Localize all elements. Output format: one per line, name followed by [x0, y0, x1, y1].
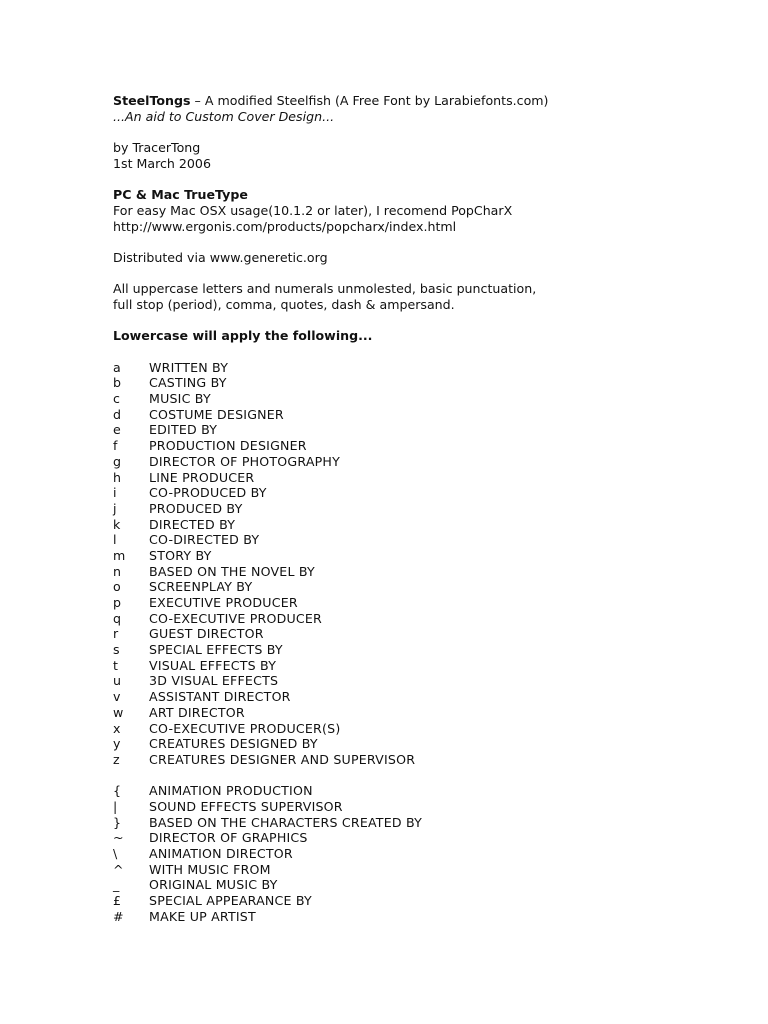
list-item — [113, 360, 768, 376]
map-value: CREATURES DESIGNED BY — [149, 736, 318, 752]
lowercase-map-list — [113, 360, 768, 768]
map-key: j — [113, 500, 117, 516]
map-key: m — [113, 547, 126, 563]
list-item — [113, 642, 768, 658]
map-value: PRODUCED BY — [149, 500, 243, 516]
list-item — [113, 611, 768, 627]
map-key: \ — [113, 846, 118, 861]
list-item — [113, 909, 768, 925]
map-value: ANIMATION DIRECTOR — [149, 846, 293, 861]
list-item — [113, 846, 768, 862]
list-item — [113, 830, 768, 846]
map-value: DIRECTED BY — [149, 516, 236, 532]
map-key: v — [113, 689, 121, 705]
list-item — [113, 705, 768, 721]
list-item — [113, 783, 768, 799]
list-item — [113, 626, 768, 642]
map-key: t — [113, 657, 118, 673]
map-key: o — [113, 579, 121, 595]
list-item — [113, 673, 768, 689]
list-item — [113, 752, 768, 768]
map-value: 3D VISUAL EFFECTS — [149, 673, 279, 689]
map-value: SOUND EFFECTS SUPERVISOR — [149, 798, 343, 814]
map-value: SPECIAL EFFECTS BY — [149, 642, 283, 658]
map-key: f — [113, 438, 118, 454]
map-key: a — [113, 359, 121, 375]
distribution-line: Distributed via www.generetic.org — [113, 249, 328, 265]
map-key: n — [113, 563, 121, 579]
list-item — [113, 595, 768, 611]
map-key: r — [113, 626, 119, 642]
map-value: WITH MUSIC FROM — [149, 861, 271, 877]
map-value: VISUAL EFFECTS BY — [149, 657, 277, 673]
map-key: g — [113, 453, 121, 469]
list-item — [113, 689, 768, 705]
list-item — [113, 658, 768, 674]
map-value: COSTUME DESIGNER — [149, 406, 284, 422]
map-value: CO-EXECUTIVE PRODUCER — [149, 610, 323, 626]
map-value: ART DIRECTOR — [149, 704, 245, 720]
map-value: LINE PRODUCER — [149, 469, 255, 485]
map-key: ^ — [113, 861, 124, 877]
map-value: BASED ON THE NOVEL BY — [149, 563, 315, 579]
mapping-heading: Lowercase will apply the following... — [113, 328, 373, 344]
map-key: u — [113, 673, 121, 689]
map-value: BASED ON THE CHARACTERS CREATED BY — [149, 814, 423, 830]
map-value: DIRECTOR OF GRAPHICS — [149, 830, 308, 846]
format-url: http://www.ergonis.com/products/popcharx/index.html — [113, 218, 457, 234]
list-item — [113, 815, 768, 831]
map-value: STORY BY — [149, 547, 212, 563]
symbol-map-list — [113, 783, 768, 924]
list-item — [113, 579, 768, 595]
map-key: b — [113, 375, 121, 391]
list-item — [113, 501, 768, 517]
map-value: PRODUCTION DESIGNER — [149, 438, 307, 454]
map-value: CO-PRODUCED BY — [149, 485, 267, 501]
list-item — [113, 736, 768, 752]
list-item — [113, 893, 768, 909]
map-value: MUSIC BY — [149, 391, 211, 407]
map-value: EXECUTIVE PRODUCER — [149, 595, 298, 610]
map-key: k — [113, 516, 121, 532]
map-value: EDITED BY — [149, 422, 218, 438]
author-line: by TracerTong — [113, 140, 201, 156]
list-item — [113, 877, 768, 893]
map-value: DIRECTOR OF PHOTOGRAPHY — [149, 453, 340, 469]
map-key: s — [113, 642, 120, 658]
list-item — [113, 721, 768, 737]
tagline: ...An aid to Custom Cover Design... — [113, 108, 335, 124]
map-key: ~ — [113, 830, 124, 846]
map-value: ORIGINAL MUSIC BY — [149, 877, 278, 893]
map-key: z — [113, 751, 120, 767]
map-key: _ — [113, 877, 120, 893]
list-item — [113, 548, 768, 564]
format-note: For easy Mac OSX usage(10.1.2 or later), I recomend PopCharX — [113, 202, 513, 218]
list-item — [113, 454, 768, 470]
map-key: h — [113, 469, 121, 485]
list-item — [113, 391, 768, 407]
list-item — [113, 517, 768, 533]
map-value: CASTING BY — [149, 375, 227, 391]
map-key: x — [113, 720, 121, 736]
map-value: CO-EXECUTIVE PRODUCER(S) — [149, 720, 341, 736]
description-line-1: All uppercase letters and numerals unmolested, basic punctuation, — [113, 281, 537, 297]
map-key: q — [113, 610, 121, 626]
map-key: w — [113, 704, 124, 720]
list-item — [113, 470, 768, 486]
map-key: £ — [113, 893, 122, 909]
map-value: WRITTEN BY — [149, 359, 229, 375]
map-key: p — [113, 595, 121, 610]
map-value: CO-DIRECTED BY — [149, 532, 260, 548]
map-key: { — [113, 783, 122, 799]
map-value: ASSISTANT DIRECTOR — [149, 689, 291, 705]
map-key: | — [113, 798, 118, 814]
map-key: # — [113, 908, 124, 924]
map-value: CREATURES DESIGNER AND SUPERVISOR — [149, 751, 416, 767]
list-item — [113, 564, 768, 580]
map-key: d — [113, 406, 121, 422]
map-key: e — [113, 422, 121, 438]
map-key: y — [113, 736, 121, 752]
description-line-2: full stop (period), comma, quotes, dash & ampersand. — [113, 296, 455, 312]
list-item — [113, 422, 768, 438]
map-key: } — [113, 814, 122, 830]
font-title: SteelTongs — [113, 93, 191, 108]
map-key: l — [113, 532, 117, 548]
list-item — [113, 799, 768, 815]
list-item — [113, 375, 768, 391]
map-value: GUEST DIRECTOR — [149, 626, 264, 642]
map-value: SCREENPLAY BY — [149, 579, 253, 595]
font-subtitle: – A modified Steelfish (A Free Font by Larabiefonts.com) — [190, 93, 549, 108]
list-item — [113, 407, 768, 423]
date-line: 1st March 2006 — [113, 155, 211, 171]
map-value: ANIMATION PRODUCTION — [149, 783, 313, 799]
list-item — [113, 485, 768, 501]
title-line — [113, 93, 768, 109]
map-value: SPECIAL APPEARANCE BY — [149, 893, 312, 909]
map-value: MAKE UP ARTIST — [149, 908, 256, 924]
list-item — [113, 438, 768, 454]
format-heading: PC & Mac TrueType — [113, 187, 248, 203]
list-item — [113, 862, 768, 878]
list-item — [113, 532, 768, 548]
map-key: c — [113, 391, 120, 407]
map-key: i — [113, 485, 117, 501]
